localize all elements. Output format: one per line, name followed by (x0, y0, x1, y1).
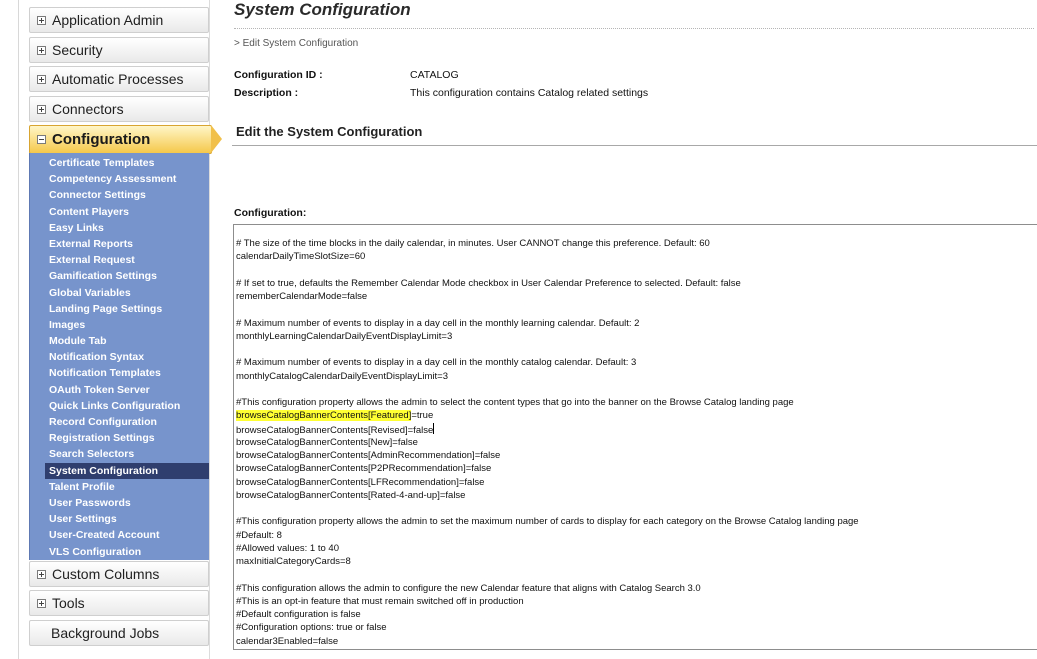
submenu-item-connector-settings[interactable]: Connector Settings (49, 189, 146, 202)
config-blank-line (236, 383, 1037, 396)
config-line: browseCatalogBannerContents[Featured]=true (236, 410, 434, 422)
nav-group-label: Background Jobs (51, 625, 160, 641)
config-line: # Maximum number of events to display in a day cell in the monthly catalog calendar. Default: 3 (236, 357, 637, 369)
configuration-submenu (29, 153, 209, 560)
config-blank-line (236, 502, 1037, 515)
submenu-item-vls-configuration[interactable]: VLS Configuration (49, 545, 142, 558)
submenu-item-talent-profile[interactable]: Talent Profile (49, 480, 115, 493)
section-title: Edit the System Configuration (236, 124, 423, 139)
nav-group-label: Connectors (52, 101, 124, 117)
submenu-item-images[interactable]: Images (49, 318, 86, 331)
expand-icon[interactable] (37, 105, 46, 114)
submenu-item-external-reports[interactable]: External Reports (49, 237, 134, 250)
submenu-item-landing-page-settings[interactable]: Landing Page Settings (49, 302, 163, 315)
sidebar-divider (209, 0, 210, 659)
submenu-item-system-configuration[interactable]: System Configuration (45, 463, 209, 479)
description-label: Description : (234, 87, 299, 99)
submenu-item-registration-settings[interactable]: Registration Settings (49, 432, 155, 445)
submenu-item-easy-links[interactable]: Easy Links (49, 221, 104, 234)
expand-icon[interactable] (37, 75, 46, 84)
config-line: #This configuration property allows the admin to select the content types that go into the banner on the Browse Catalog landing page (236, 397, 794, 408)
submenu-item-notification-templates[interactable]: Notification Templates (49, 367, 161, 380)
sidebar-divider (18, 0, 19, 659)
section-divider (232, 145, 1037, 146)
submenu-item-user-created-account[interactable]: User-Created Account (49, 529, 160, 542)
nav-group-label: Automatic Processes (52, 71, 184, 87)
nav-group-label: Security (52, 42, 103, 58)
configuration-textarea[interactable] (233, 224, 1037, 650)
config-line: maxInitialCategoryCards=8 (236, 556, 351, 567)
config-line: browseCatalogBannerContents[P2PRecommendation]=false (236, 463, 492, 475)
config-line: rememberCalendarMode=false (236, 291, 368, 302)
config-id-label: Configuration ID : (234, 69, 323, 81)
submenu-item-quick-links-configuration[interactable]: Quick Links Configuration (49, 399, 181, 412)
submenu-item-gamification-settings[interactable]: Gamification Settings (49, 270, 157, 283)
nav-group-background-jobs[interactable] (29, 620, 209, 646)
nav-group-label: Custom Columns (52, 566, 160, 582)
expand-icon[interactable] (37, 46, 46, 55)
collapse-icon[interactable] (37, 135, 46, 144)
main-content (230, 0, 1037, 659)
config-blank-line (236, 568, 1037, 581)
submenu-item-record-configuration[interactable]: Record Configuration (49, 416, 157, 428)
nav-group-automatic-processes[interactable] (29, 66, 209, 92)
config-line: #Default: 8 (236, 529, 282, 541)
config-line: # Maximum number of events to display in a day cell in the monthly learning calendar. Default: 2 (236, 317, 640, 329)
submenu-item-global-variables[interactable]: Global Variables (49, 286, 131, 299)
config-line: monthlyCatalogCalendarDailyEventDisplayLimit=3 (236, 370, 449, 382)
config-blank-line (236, 303, 1037, 316)
page-title: System Configuration (234, 0, 411, 19)
submenu-item-user-passwords[interactable]: User Passwords (49, 496, 131, 509)
nav-group-application-admin[interactable] (29, 7, 209, 33)
expand-icon[interactable] (37, 16, 46, 25)
config-line: calendarDailyTimeSlotSize=60 (236, 251, 366, 263)
submenu-item-search-selectors[interactable]: Search Selectors (49, 448, 135, 461)
breadcrumb: > Edit System Configuration (234, 38, 359, 49)
nav-group-tools[interactable] (29, 590, 209, 616)
title-divider (234, 28, 1034, 29)
config-line: monthlyLearningCalendarDailyEventDisplayLimit=3 (236, 330, 453, 342)
description-value: This configuration contains Catalog related settings (410, 87, 649, 99)
nav-group-security[interactable] (29, 37, 209, 63)
nav-group-configuration[interactable] (29, 125, 212, 154)
text-caret (433, 423, 434, 434)
expand-icon[interactable] (37, 599, 46, 608)
config-line: browseCatalogBannerContents[Revised]=false (236, 424, 434, 436)
nav-group-label: Application Admin (52, 12, 164, 28)
config-line: #Default configuration is false (236, 609, 361, 620)
submenu-item-notification-syntax[interactable]: Notification Syntax (49, 351, 145, 364)
nav-group-label: Configuration (52, 131, 151, 148)
config-line: #This is an opt-in feature that must remain switched off in production (236, 595, 524, 607)
submenu-item-content-players[interactable]: Content Players (49, 205, 129, 218)
text-selection-highlight: browseCatalogBannerContents[Featured] (236, 410, 412, 422)
left-navigation (0, 0, 222, 659)
submenu-item-module-tab[interactable]: Module Tab (49, 335, 107, 348)
config-line: browseCatalogBannerContents[Rated-4-and-up]=false (236, 489, 466, 501)
nav-group-connectors[interactable] (29, 96, 209, 122)
expand-icon[interactable] (37, 570, 46, 579)
config-line: calendar3Enabled=false (236, 635, 339, 647)
config-id-value: CATALOG (410, 69, 459, 81)
config-line: #Configuration options: true or false (236, 622, 387, 634)
config-line: browseCatalogBannerContents[AdminRecommendation]=false (236, 450, 501, 461)
submenu-item-external-request[interactable]: External Request (49, 254, 135, 267)
submenu-item-certificate-templates[interactable]: Certificate Templates (49, 157, 155, 169)
nav-group-label: Tools (52, 595, 85, 611)
config-line: #This configuration allows the admin to configure the new Calendar feature that aligns with Catalog Search 3.0 (236, 582, 701, 594)
config-line: # If set to true, defaults the Remember Calendar Mode checkbox in User Calendar Preference to selected. Default: false (236, 277, 741, 289)
config-blank-line (236, 264, 1037, 277)
config-line: #This configuration property allows the admin to set the maximum number of cards to display for each category on the Browse Catalog landing page (236, 516, 859, 528)
nav-group-custom-columns[interactable] (29, 561, 209, 587)
configuration-label: Configuration: (234, 207, 307, 219)
config-line: browseCatalogBannerContents[New]=false (236, 436, 418, 448)
submenu-item-user-settings[interactable]: User Settings (49, 513, 117, 526)
config-line: # The size of the time blocks in the daily calendar, in minutes. User CANNOT change this preference. Default: 60 (236, 238, 710, 249)
submenu-item-competency-assessment[interactable]: Competency Assessment (49, 173, 177, 186)
submenu-item-oauth-token-server[interactable]: OAuth Token Server (49, 383, 150, 396)
config-blank-line (236, 343, 1037, 356)
config-line: #Allowed values: 1 to 40 (236, 542, 339, 554)
config-line: browseCatalogBannerContents[LFRecommendation]=false (236, 476, 485, 488)
